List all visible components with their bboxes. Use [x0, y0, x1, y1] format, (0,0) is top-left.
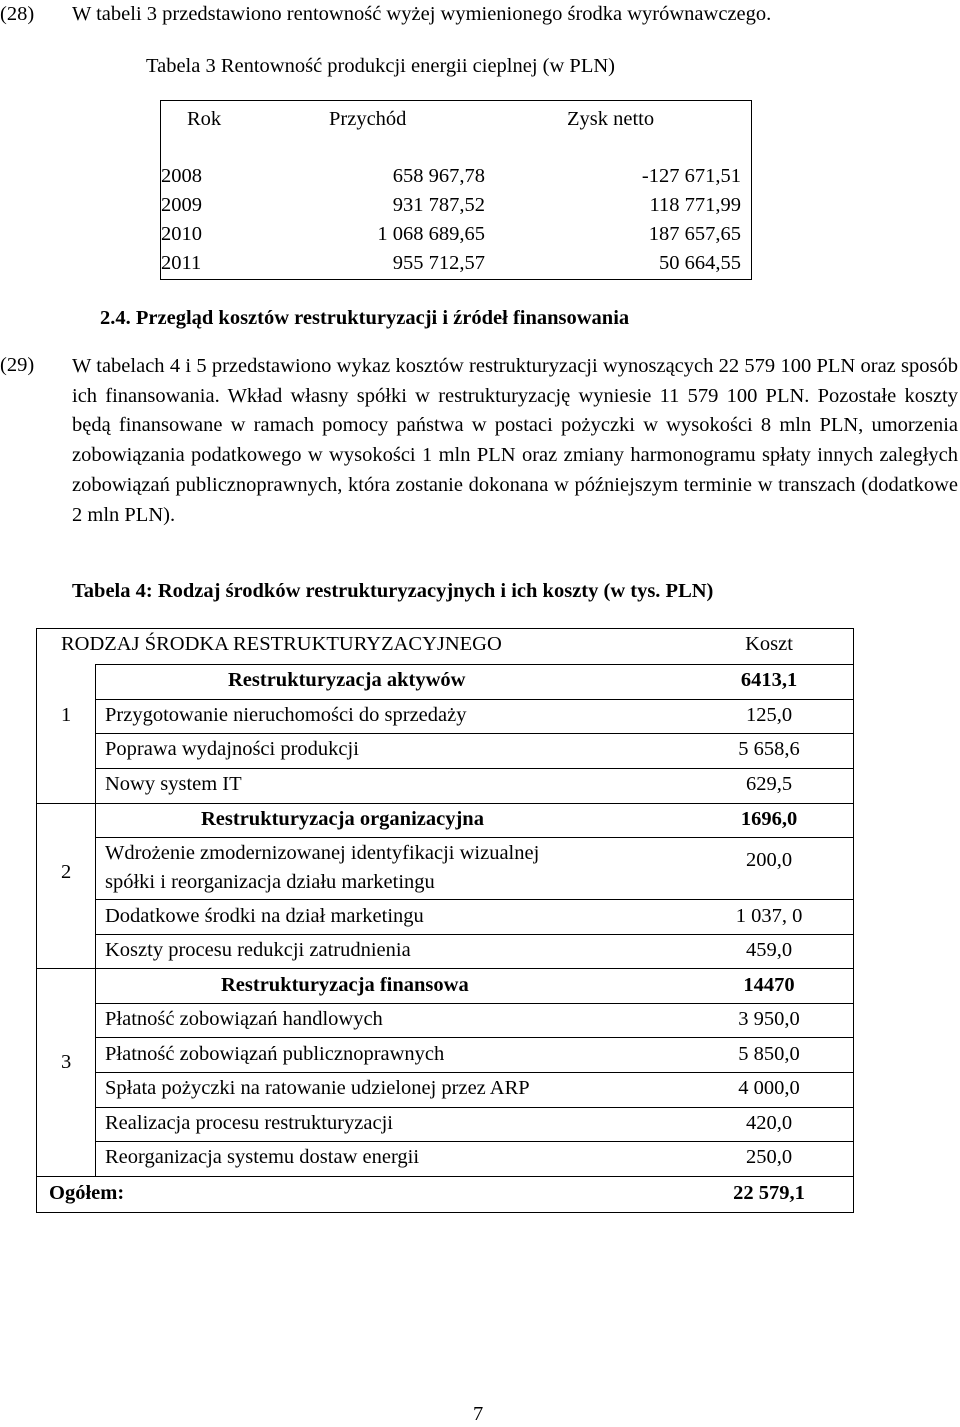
item-label: Koszty procesu redukcji zatrudnienia: [105, 939, 411, 961]
table3-cell-year: 2011: [161, 252, 202, 274]
table3-header-year: Rok: [187, 108, 222, 130]
item-label: Płatność zobowiązań handlowych: [105, 1008, 383, 1030]
table3-cell-profit: -127 671,51: [641, 165, 741, 187]
item-cost: 1 037, 0: [735, 905, 803, 927]
item-label: Realizacja procesu restrukturyzacji: [105, 1112, 393, 1134]
item-label: Reorganizacja systemu dostaw energii: [105, 1146, 420, 1168]
item-label-line1: Wdrożenie zmodernizowanej identyfikacji wizualnej: [105, 842, 540, 864]
page-number: 7: [473, 1403, 484, 1425]
table3-cell-profit: 187 657,65: [648, 223, 741, 245]
item-label: Spłata pożyczki na ratowanie udzielonej przez ARP: [105, 1077, 530, 1099]
table3-row: [161, 222, 751, 250]
group-total: 6413,1: [740, 669, 798, 691]
total-value: 22 579,1: [733, 1182, 805, 1204]
table3-row: [161, 193, 751, 221]
paragraph-28-text: W tabeli 3 przedstawiono rentowność wyżej wymienionego środka wyrównawczego.: [72, 3, 772, 25]
item-cost: 3 950,0: [738, 1008, 800, 1030]
group-title: Restrukturyzacja organizacyjna: [201, 808, 484, 830]
item-label: Dodatkowe środki na dział marketingu: [105, 905, 424, 927]
table3-caption: Tabela 3 Rentowność produkcji energii cieplnej (w PLN): [146, 55, 615, 77]
group-number: 3: [61, 1051, 72, 1073]
item-cost: 420,0: [745, 1112, 793, 1134]
table3-cell-year: 2008: [161, 165, 202, 187]
paragraph-29-number: (29): [0, 354, 35, 376]
group-number: 2: [61, 861, 72, 883]
item-label-line2: spółki i reorganizacja działu marketingu: [105, 871, 435, 893]
item-cost: 5 658,6: [738, 738, 800, 760]
group-number: 1: [61, 704, 72, 726]
item-label: Przygotowanie nieruchomości do sprzedaży: [105, 704, 467, 726]
section-heading: 2.4. Przegląd kosztów restrukturyzacji i źródeł finansowania: [100, 307, 630, 329]
table3-cell-revenue: 931 787,52: [392, 194, 485, 216]
group-total: 1696,0: [740, 808, 798, 830]
table4-caption: Tabela 4: Rodzaj środków restrukturyzacyjnych i ich koszty (w tys. PLN): [72, 580, 714, 602]
item-label: Nowy system IT: [105, 773, 242, 795]
group-total: 14470: [743, 974, 795, 996]
table3-cell-revenue: 1 068 689,65: [377, 223, 485, 245]
table3-row: [161, 251, 751, 279]
paragraph-28-number: (28): [0, 3, 35, 25]
table3-cell-profit: 50 664,55: [659, 252, 741, 274]
table4: [36, 628, 854, 1213]
table3-header-profit: Zysk netto: [567, 108, 655, 130]
table4-header-cost: Koszt: [745, 633, 793, 655]
item-cost: 250,0: [745, 1146, 793, 1168]
table3: [160, 100, 752, 280]
item-label: Poprawa wydajności produkcji: [105, 738, 359, 760]
table3-cell-revenue: 658 967,78: [392, 165, 485, 187]
paragraph-29-text: W tabelach 4 i 5 przedstawiono wykaz kosztów restrukturyzacji wynoszących 22 579 100 PLN oraz sposób ich finansowania. Wkład własny spółki w restrukturyzację wyniesie 11 579 100 PLN. Pozostałe koszty będą finansowane w ramach pomocy państwa w postaci pożyczki w wysokości 8 mln PLN, umorzenia zobowiązania podatkowego w wysokości 1 mln PLN oraz zmiany harmonogramu spłaty innych zaległych zobowiązań publicznoprawnych, która zostanie dokonana w późniejszym terminie w transzach (dodatkowe 2 mln PLN).: [72, 355, 958, 526]
table3-cell-revenue: 955 712,57: [392, 252, 485, 274]
table3-cell-year: 2010: [161, 223, 202, 245]
group-title: Restrukturyzacja aktywów: [228, 669, 466, 691]
total-label: Ogółem:: [49, 1182, 125, 1204]
item-label: Płatność zobowiązań publicznoprawnych: [105, 1043, 445, 1065]
table3-cell-profit: 118 771,99: [649, 194, 741, 216]
table4-header-type: RODZAJ ŚRODKA RESTRUKTURYZACYJNEGO: [61, 633, 502, 655]
table3-row: [161, 164, 751, 192]
table3-cell-year: 2009: [161, 194, 202, 216]
item-cost: 125,0: [745, 704, 793, 726]
item-cost: 629,5: [745, 773, 793, 795]
item-cost: 5 850,0: [738, 1043, 800, 1065]
table3-header-revenue: Przychód: [329, 108, 407, 130]
item-cost: 459,0: [745, 939, 793, 961]
group-title: Restrukturyzacja finansowa: [221, 974, 469, 996]
item-cost: 200,0: [745, 849, 793, 871]
item-cost: 4 000,0: [738, 1077, 800, 1099]
